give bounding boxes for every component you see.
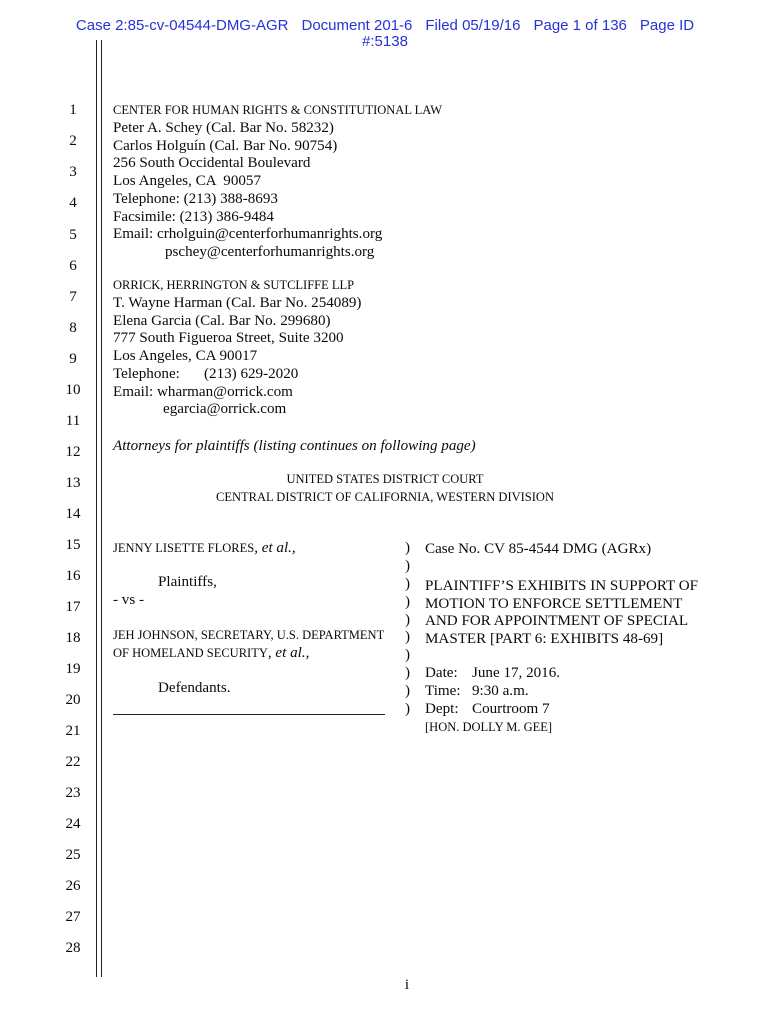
versus: - vs -: [113, 592, 145, 608]
line-number: 5: [69, 226, 77, 243]
margin-rule-outer: [101, 40, 102, 977]
line-number: 13: [65, 474, 81, 491]
filed-date: Filed 05/19/16: [425, 17, 521, 34]
attorney-name: Elena Garcia (Cal. Bar No. 299680): [113, 312, 331, 329]
attorney-name: Carlos Holguín (Cal. Bar No. 90754): [113, 137, 338, 154]
line-number: 16: [65, 567, 81, 584]
line-number: 2: [69, 133, 77, 150]
plaintiff-name: JENNY LISETTE FLORES: [113, 541, 255, 555]
telephone-line: [113, 366, 361, 384]
caption-divider: [405, 540, 410, 719]
document-title: [425, 578, 698, 649]
line-number: 6: [69, 257, 77, 274]
firm-name-line: [113, 102, 442, 120]
hearing-time: [425, 682, 552, 700]
document-title-line: PLAINTIFF’S EXHIBITS IN SUPPORT OF: [425, 578, 699, 594]
defendant-agency: OF HOMELAND SECURITY: [113, 646, 268, 660]
facsimile: Facsimile: (213) 386-9484: [113, 208, 274, 225]
line-number: 20: [65, 691, 81, 708]
filing-header-line-2: [0, 34, 770, 50]
filing-header-line-1: [0, 18, 770, 34]
line-number: 12: [65, 443, 81, 460]
street-address: 256 South Occidental Boulevard: [113, 155, 311, 172]
judge-name: [HON. DOLLY M. GEE]: [425, 720, 553, 734]
defendant-name: JEH JOHNSON, SECRETARY, U.S. DEPARTMENT: [113, 628, 385, 642]
line-number: 15: [65, 536, 81, 553]
divider-paren: ): [405, 557, 411, 574]
judge-line: [425, 718, 552, 736]
margin-rule-inner: [96, 40, 97, 977]
line-number: 25: [65, 847, 81, 864]
divider-paren: ): [405, 665, 411, 682]
case-number: Case 2:85-cv-04544-DMG-AGR: [75, 17, 289, 34]
divider-paren: ): [405, 611, 411, 628]
line-number: 18: [65, 629, 81, 646]
plaintiff-suffix: , et al.,: [254, 540, 296, 556]
attorney-name: T. Wayne Harman (Cal. Bar No. 254089): [113, 294, 362, 311]
divider-paren: ): [405, 593, 411, 610]
hearing-value: June 17, 2016.: [472, 665, 561, 681]
court-name-line: [0, 471, 770, 489]
line-number: 27: [65, 909, 81, 926]
email-line: Email: crholguin@centerforhumanrights.org: [113, 226, 383, 243]
divider-paren: ): [405, 629, 411, 646]
document-title-line: AND FOR APPOINTMENT OF SPECIAL: [425, 613, 689, 630]
court-heading: [0, 471, 770, 507]
email-secondary: egarcia@orrick.com: [163, 401, 287, 418]
email-line: Email: wharman@orrick.com: [113, 383, 293, 400]
court-district: CENTRAL DISTRICT OF CALIFORNIA, WESTERN DIVISION: [216, 489, 554, 504]
line-number: 14: [65, 505, 81, 522]
line-number: 19: [65, 660, 81, 677]
document-number: Document 201-6: [301, 17, 413, 34]
plaintiffs-label: Plaintiffs,: [158, 574, 217, 590]
line-number: 26: [65, 878, 81, 895]
telephone: Telephone: (213) 388-8693: [113, 190, 278, 207]
court-name: UNITED STATES DISTRICT COURT: [286, 472, 484, 486]
hearing-value: Courtroom 7: [472, 701, 550, 717]
telephone-number: (213) 629-2020: [204, 365, 299, 382]
counsel-note: Attorneys for plaintiffs (listing continues on following page): [113, 438, 476, 454]
line-number: 7: [69, 288, 77, 305]
telephone-label: Telephone:: [113, 365, 180, 382]
divider-paren: ): [405, 683, 411, 700]
line-number: 24: [65, 816, 81, 833]
line-number: 3: [69, 164, 77, 181]
divider-paren: ): [405, 701, 411, 718]
defendants-label: Defendants.: [158, 680, 231, 696]
hearing-info: [425, 664, 561, 736]
line-number: 1: [69, 102, 77, 119]
divider-paren: ): [405, 647, 411, 664]
counsel-block-secondary: [113, 277, 361, 419]
firm-name: ORRICK, HERRINGTON & SUTCLIFFE LLP: [113, 278, 355, 292]
document-title-line: MASTER [PART 6: EXHIBITS 48-69]: [425, 631, 664, 648]
line-number: 28: [65, 940, 81, 957]
line-number: 22: [65, 754, 81, 771]
hearing-dept: [425, 700, 552, 718]
defendant-line-1: [113, 627, 384, 645]
hearing-label: Time:: [425, 683, 461, 699]
line-number: 8: [69, 319, 77, 336]
divider-paren: ): [405, 575, 411, 592]
counsel-block-primary: [113, 102, 442, 262]
line-number: 23: [65, 785, 81, 802]
defendant-suffix: , et al.,: [267, 645, 310, 661]
hearing-date: [425, 664, 561, 682]
line-number: 9: [69, 350, 77, 367]
caption-rule: [113, 714, 385, 715]
line-number: 11: [65, 412, 81, 429]
city-state-zip: Los Angeles, CA 90017: [113, 348, 258, 364]
email-secondary: pschey@centerforhumanrights.org: [165, 244, 375, 260]
plaintiff-line: [113, 540, 296, 558]
hearing-label: Date:: [425, 665, 458, 681]
divider-paren: ): [405, 540, 411, 556]
line-number: 21: [65, 723, 81, 740]
line-number: 4: [69, 195, 77, 212]
street-address: 777 South Figueroa Street, Suite 3200: [113, 330, 344, 347]
line-numbers: [53, 95, 93, 964]
hearing-label: Dept:: [425, 701, 459, 717]
attorney-name: Peter A. Schey (Cal. Bar No. 58232): [113, 119, 334, 136]
defendant-line-2: [113, 645, 309, 663]
page-id-number: #:5138: [362, 33, 408, 50]
line-number: 17: [65, 598, 81, 615]
page-number: i: [404, 977, 410, 993]
city-state-zip: Los Angeles, CA 90057: [113, 173, 262, 189]
line-number: 10: [65, 381, 81, 398]
document-title-line: MOTION TO ENFORCE SETTLEMENT: [425, 595, 683, 612]
court-district-line: [0, 489, 770, 507]
page-id-label: Page ID: [639, 17, 695, 34]
page-count: Page 1 of 136: [533, 17, 627, 34]
hearing-value: 9:30 a.m.: [472, 683, 529, 699]
case-number-caption: Case No. CV 85-4544 DMG (AGRx): [425, 541, 652, 557]
firm-name: CENTER FOR HUMAN RIGHTS & CONSTITUTIONAL LAW: [113, 103, 443, 117]
filing-header: [0, 18, 770, 50]
firm-name-line: [113, 277, 361, 295]
